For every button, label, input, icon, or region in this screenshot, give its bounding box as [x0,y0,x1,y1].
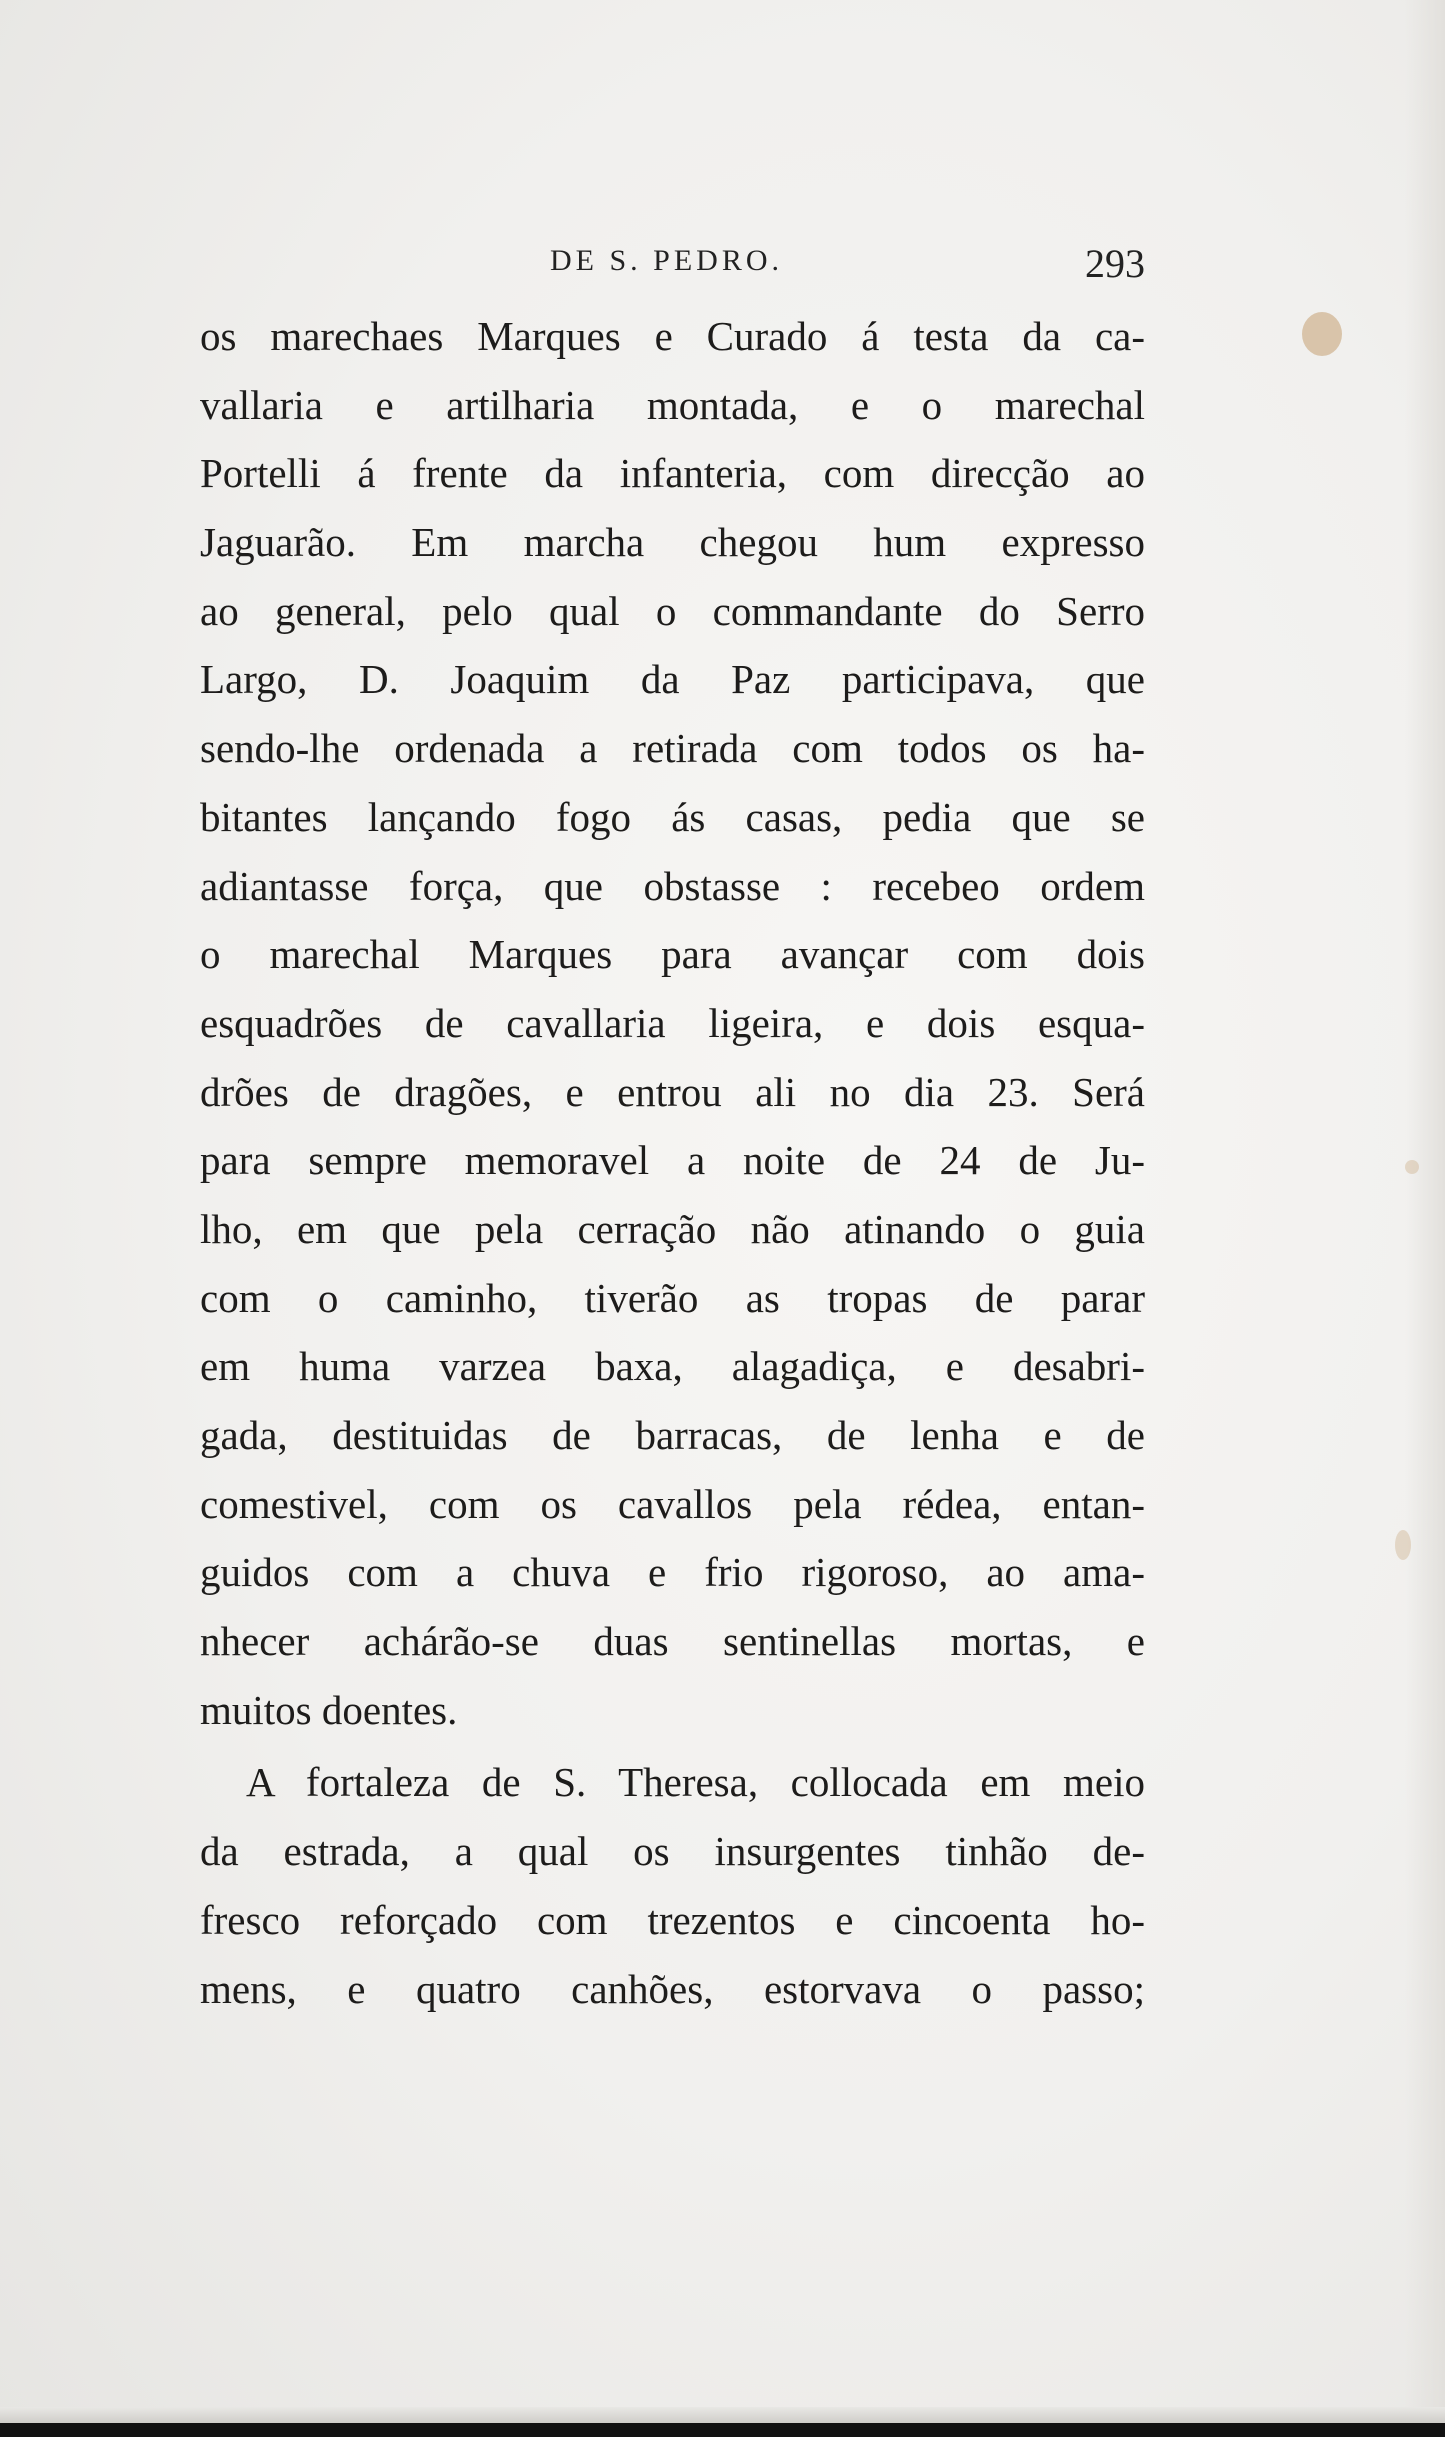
text-line: nhecer achárão-se duas sentinellas mortas, e [200,1618,1145,1665]
text-line: Portelli á frente da infanteria, com direcção ao [200,450,1145,497]
foxing-stain [1405,1160,1419,1174]
text-line: em huma varzea baxa, alagadiça, e desabri- [200,1343,1145,1390]
text-line: A fortaleza de S. Theresa, collocada em meio [246,1759,1145,1806]
text-line: muitos doentes. [200,1686,458,1733]
text-line: para sempre memoravel a noite de 24 de Ju- [200,1137,1145,1184]
foxing-stain [1302,312,1342,356]
text-line: drões de dragões, e entrou ali no dia 23. Será [200,1068,1145,1115]
text-line: da estrada, a qual os insurgentes tinhão de- [200,1828,1145,1875]
paragraph-1 [200,302,1145,1744]
text-line: Jaguarão. Em marcha chegou hum expresso [200,519,1145,566]
text-line: vallaria e artilharia montada, e o marechal [200,381,1145,428]
text-line: lho, em que pela cerração não atinando o guia [200,1205,1145,1252]
text-line: esquadrões de cavallaria ligeira, e dois esqua- [200,999,1145,1046]
page-number: 293 [1085,241,1145,286]
text-line: mens, e quatro canhões, estorvava o passo; [200,1965,1145,2012]
text-line: sendo-lhe ordenada a retirada com todos os ha- [200,725,1145,772]
text-line: ao general, pelo qual o commandante do Serro [200,587,1145,634]
page-edge-shadow [1405,0,1445,2437]
text-line: os marechaes Marques e Curado á testa da ca- [200,313,1145,359]
text-line: gada, destituidas de barracas, de lenha e de [200,1412,1145,1458]
body-text [200,302,1145,2023]
running-head: DE S. PEDRO. [550,244,784,277]
text-line: guidos com a chuva e frio rigoroso, ao ama- [200,1549,1145,1596]
text-line: Largo, D. Joaquim da Paz participava, que [200,656,1145,703]
text-line: comestivel, com os cavallos pela rédea, entan- [200,1480,1145,1527]
scan-border [0,2407,1445,2437]
text-line: fresco reforçado com trezentos e cincoenta ho- [200,1896,1145,1943]
text-line: adiantasse força, que obstasse : recebeo ordem [200,862,1145,909]
page-bottom-edge [0,2407,1445,2423]
text-line: com o caminho, tiverão as tropas de parar [200,1274,1145,1321]
paragraph-2 [200,1748,1145,2023]
text-line: o marechal Marques para avançar com dois [200,931,1145,978]
text-line: bitantes lançando fogo ás casas, pedia que se [200,793,1145,840]
page-header [200,240,1145,284]
foxing-stain [1395,1530,1411,1560]
